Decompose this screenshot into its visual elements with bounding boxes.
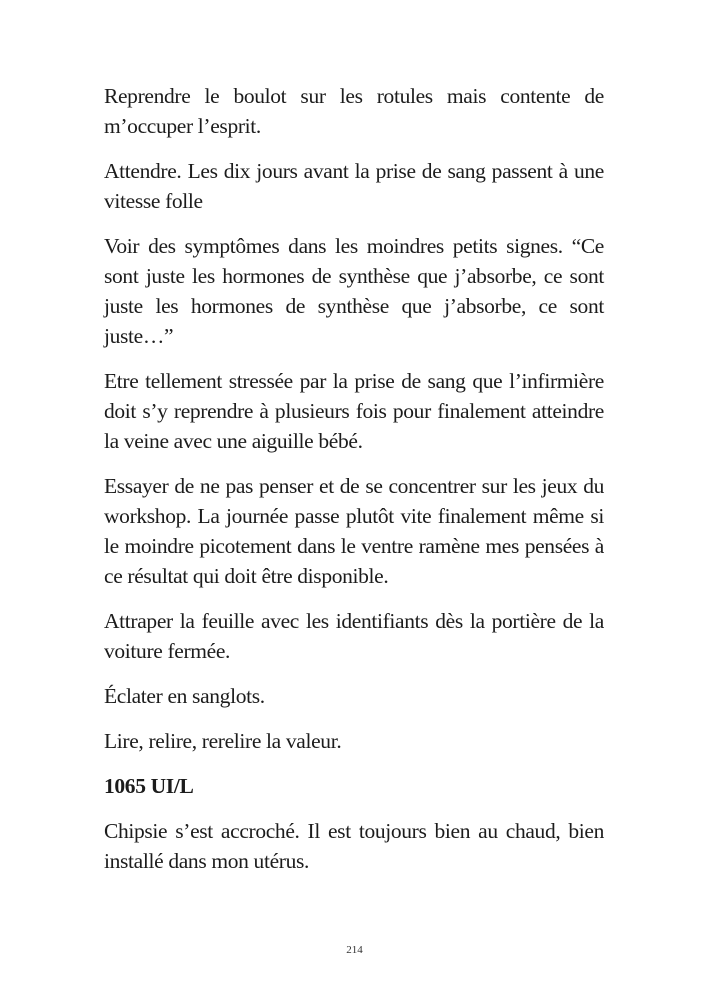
paragraph-read-value: Lire, relire, rerelire la valeur. [104, 729, 342, 753]
paragraph-waiting: Attendre. Les dix jours avant la prise de sang passent à une vitesse folle [104, 159, 604, 213]
paragraph-back-to-work: Reprendre le boulot sur les rotules mais contente de m’occuper l’esprit. [104, 84, 604, 138]
page-body [104, 81, 604, 891]
paragraph-blood-test: Etre tellement stressée par la prise de sang que l’infirmière doit s’y reprendre à plusieurs fois pour finalement atteindre la veine avec une aiguille bébé. [104, 369, 604, 453]
paragraph-workshop: Essayer de ne pas penser et de se concentrer sur les jeux du workshop. La journée passe plutôt vite finalement même si le moindre picotement dans le ventre ramène mes pensées à ce résultat qui doit être disponible. [104, 474, 604, 588]
paragraph-chipsie: Chipsie s’est accroché. Il est toujours bien au chaud, bien installé dans mon utérus. [104, 819, 604, 873]
paragraph-tears: Éclater en sanglots. [104, 684, 265, 708]
paragraph-result-sheet: Attraper la feuille avec les identifiants dès la portière de la voiture fermée. [104, 609, 604, 663]
page-number: 214 [346, 944, 363, 956]
hcg-value: 1065 UI/L [104, 774, 194, 798]
paragraph-symptoms: Voir des symptômes dans les moindres petits signes. “Ce sont juste les hormones de synthèse que j’absorbe, ce sont juste les hormones de synthèse que j’absorbe, ce sont juste…” [104, 234, 604, 348]
